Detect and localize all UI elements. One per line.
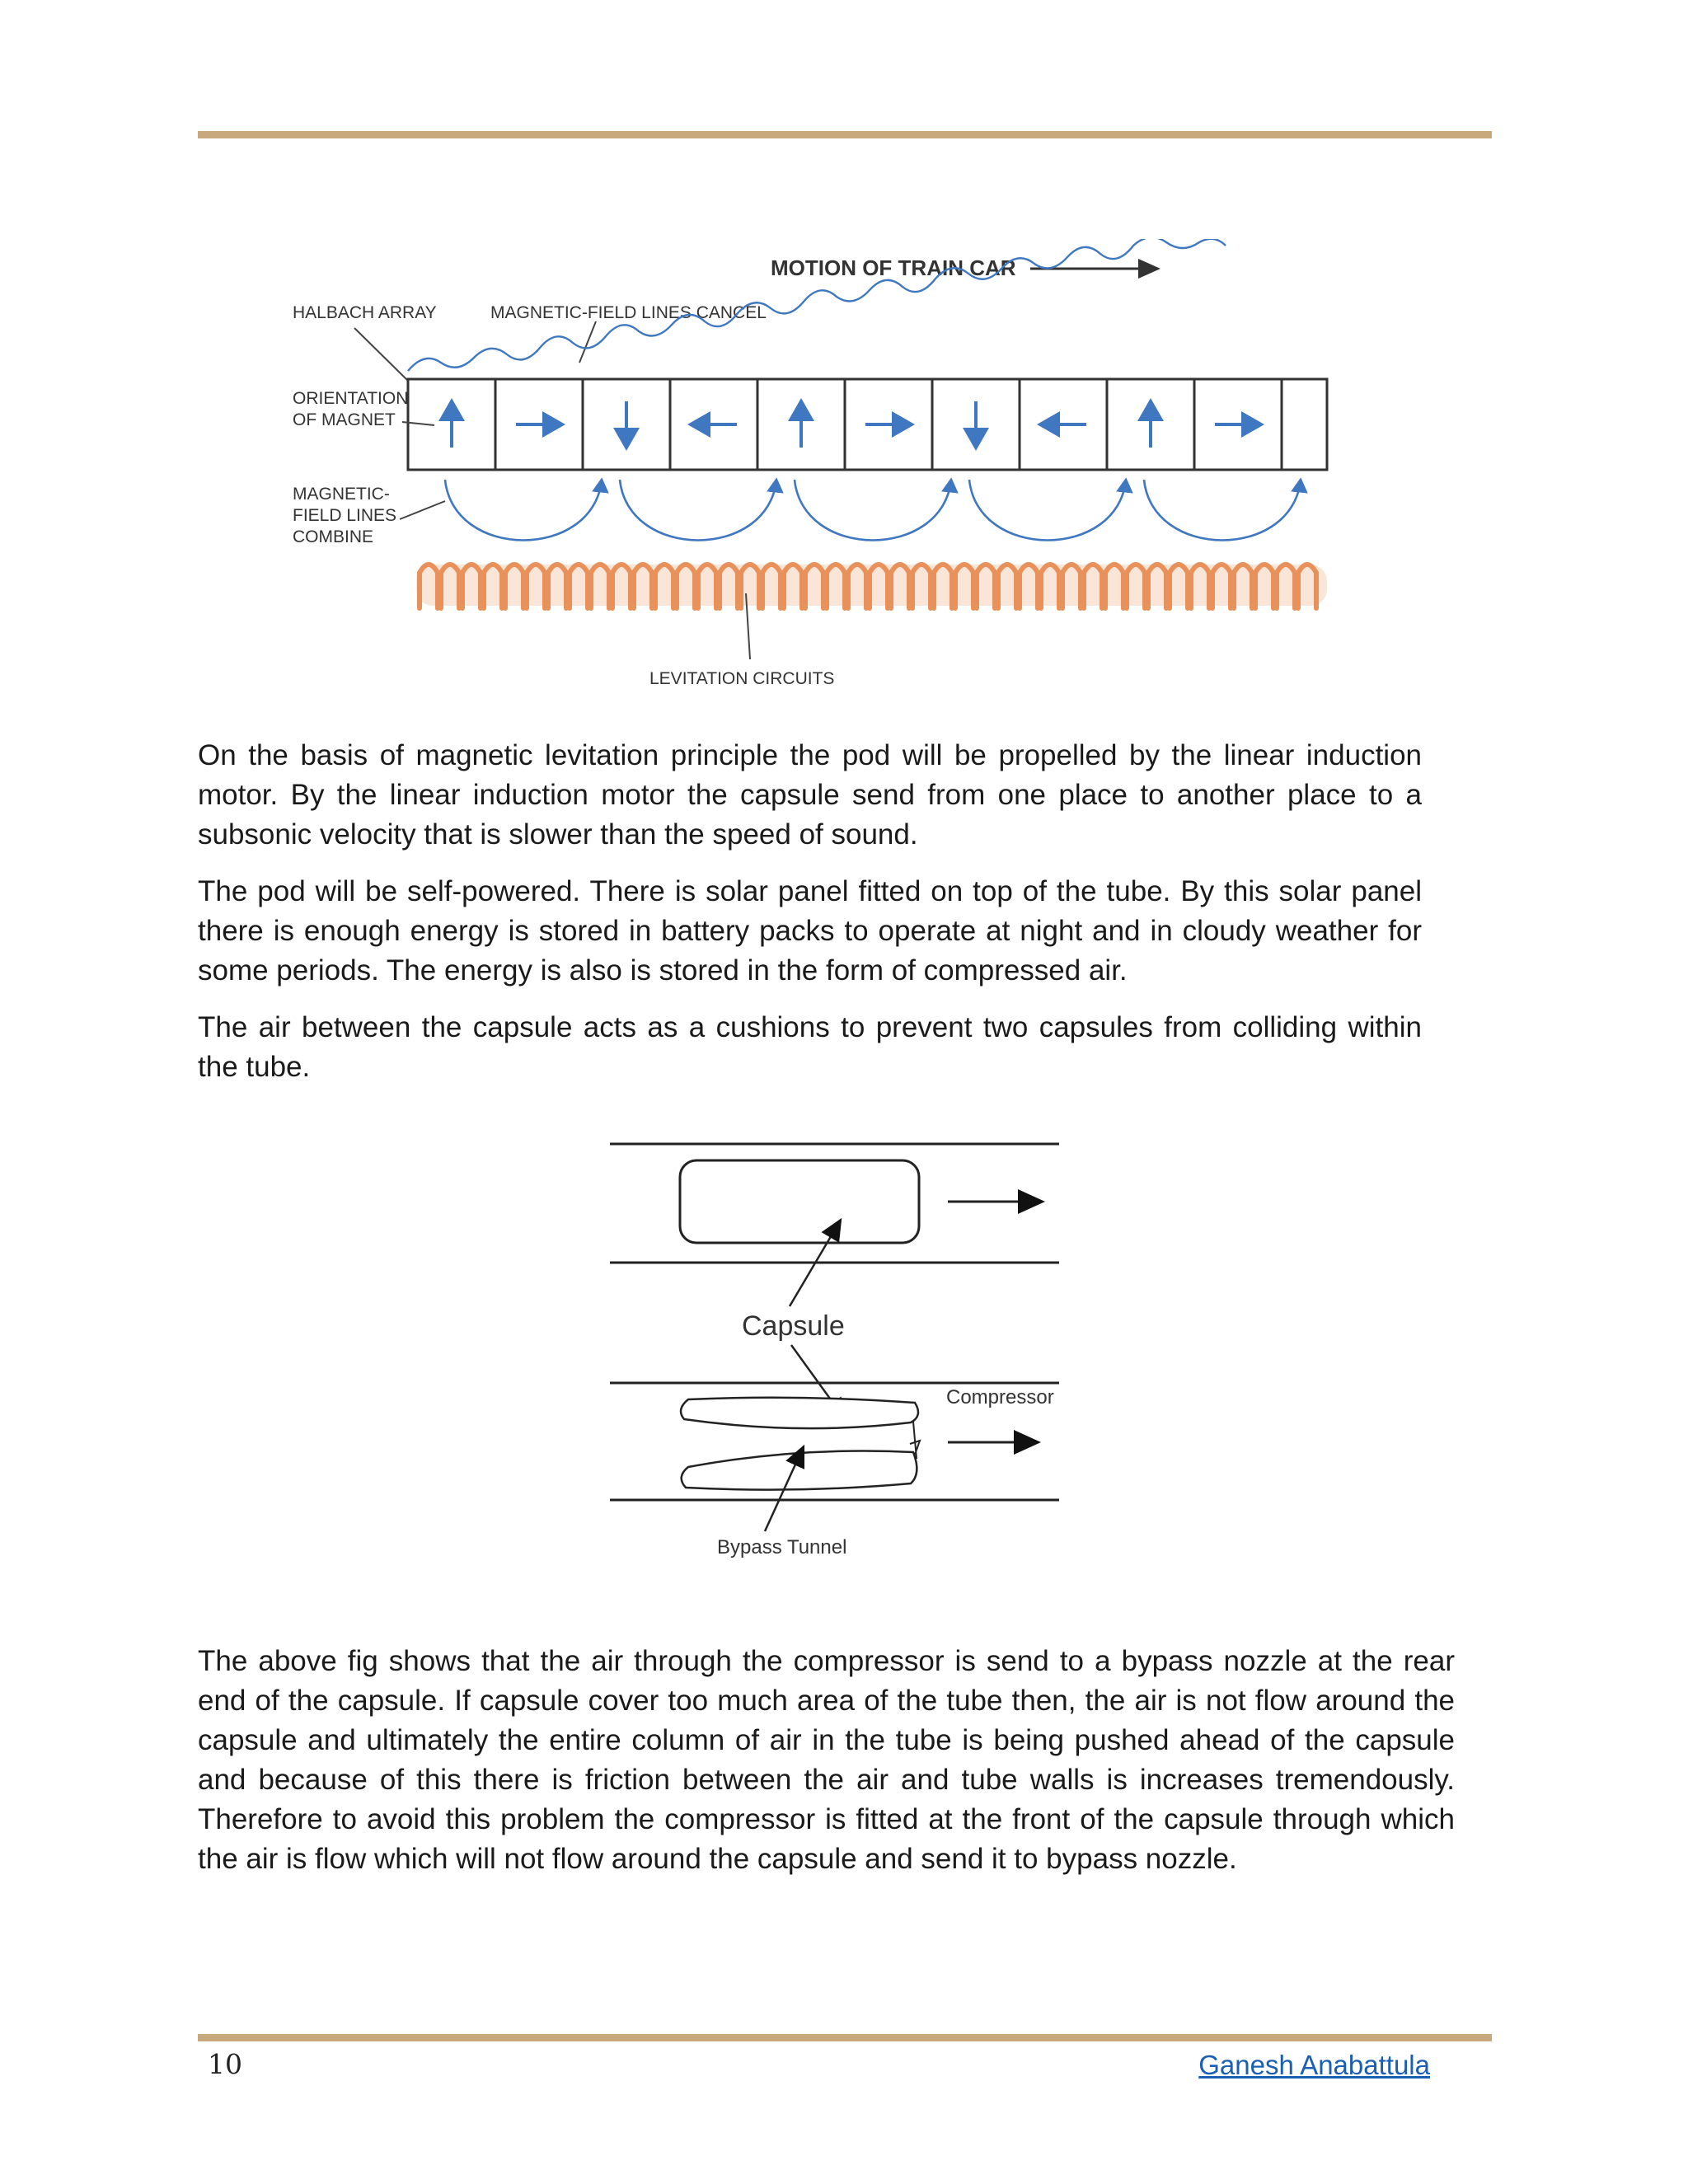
header-rule — [198, 131, 1492, 138]
combine-label-3: COMBINE — [293, 527, 374, 546]
motion-label: MOTION OF TRAIN CAR — [771, 255, 1016, 280]
capsule-shape-upper — [680, 1160, 919, 1243]
cancel-pointer — [579, 321, 596, 363]
combine-label-1: MAGNETIC- — [293, 485, 390, 504]
halbach-label: HALBACH ARRAY — [293, 303, 437, 322]
combine-field-arc — [445, 480, 602, 541]
capsule-label: Capsule — [742, 1310, 845, 1342]
orientation-label-1: ORIENTATION — [293, 389, 409, 408]
combine-field-arcs — [445, 480, 1301, 541]
paragraph-compressor-explanation: The above fig shows that the air through the compressor is send to a bypass nozzle at the rear end of the capsule. If capsule cover too much area of the tube then, the air is not flow around the capsule and ultimately the entire column of air in the tube is being pushed ahead of the capsule and because of this there is friction between the air and tube walls is increases tremendously. Therefore to avoid this problem the compressor is fitted at the front of the capsule through which the air is flow which will not flow around the capsule and send it to bypass nozzle. — [198, 1645, 1455, 1875]
field-cancel-label: MAGNETIC-FIELD LINES CANCEL — [490, 303, 767, 322]
levitation-coil — [416, 565, 1327, 608]
page-number: 10 — [208, 2048, 242, 2080]
halbach-pointer — [354, 328, 408, 381]
levitation-circuits-label: LEVITATION CIRCUITS — [649, 669, 835, 688]
author-link[interactable]: Ganesh Anabattula — [1198, 2050, 1430, 2080]
combine-label-2: FIELD LINES — [293, 506, 397, 525]
combine-field-arc — [1144, 480, 1301, 541]
orientation-label-2: OF MAGNET — [293, 410, 396, 429]
paragraph-solar-power: The pod will be self-powered. There is solar panel fitted on top of the tube. By this solar panel there is enough energy is stored in battery packs to operate at night and in cloudy weather for some periods. The energy is also is stored in the form of compressed air. — [198, 875, 1422, 987]
combine-field-arc — [969, 480, 1126, 541]
combine-field-arc — [795, 480, 951, 541]
capsule-compressor-figure — [602, 1137, 1088, 1582]
footer-rule — [198, 2034, 1492, 2041]
combine-pointer — [400, 501, 445, 519]
paragraph-air-cushion: The air between the capsule acts as a cushions to prevent two capsules from colliding within the tube. — [198, 1011, 1422, 1083]
combine-field-arc — [620, 480, 776, 541]
capsule-upper-shell — [681, 1398, 918, 1428]
compressor-label: Compressor — [946, 1386, 1054, 1408]
bypass-tunnel-label: Bypass Tunnel — [717, 1536, 847, 1558]
halbach-array-figure — [284, 239, 1335, 701]
paragraph-maglev-propulsion: On the basis of magnetic levitation principle the pod will be propelled by the linear induction motor. By the linear induction motor the capsule send from one place to another place to a subsonic velocity that is slower than the speed of sound. — [198, 739, 1422, 851]
